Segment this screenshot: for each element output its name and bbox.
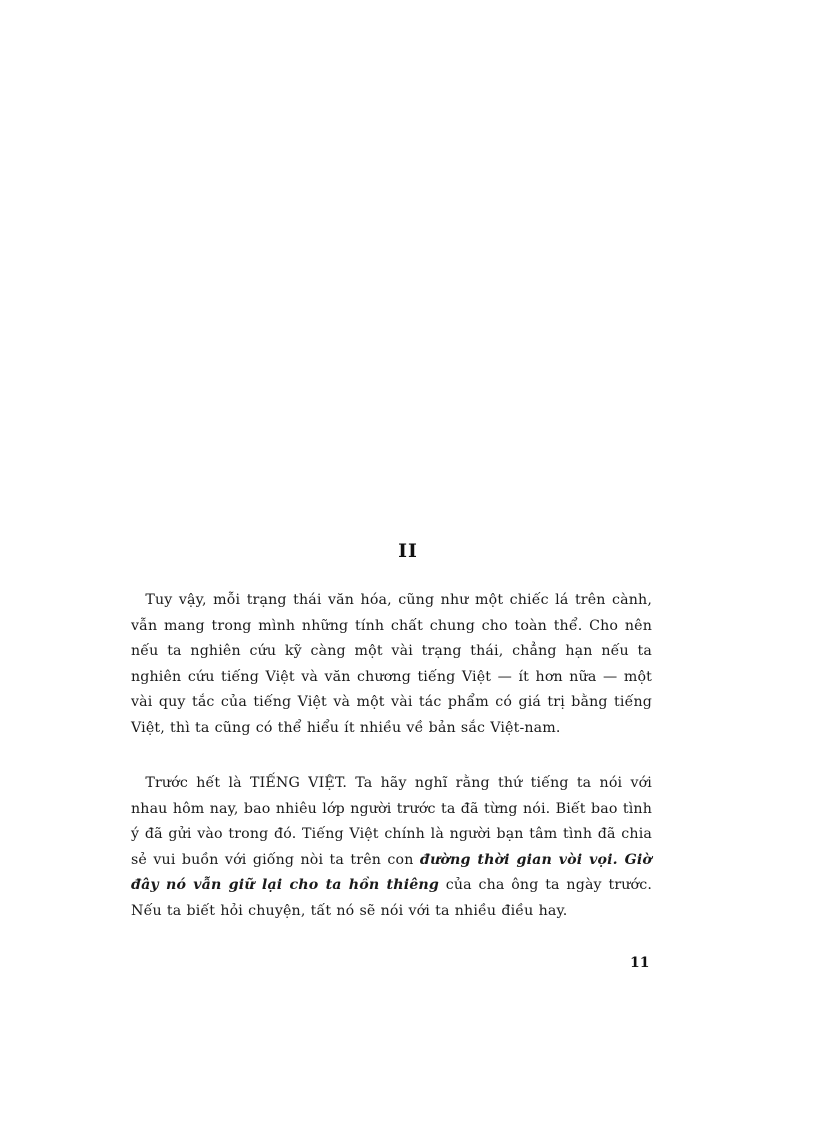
paragraph-1	[131, 588, 652, 741]
paragraph-2-intro: Trước hết là TIẾNG VIỆT. Ta hãy nghĩ rằng thứ tiếng ta nói với nhau hôm nay, bao nhiêu lớp người trước ta đã từng nói. Biết bao tình ý đã gửi vào trong đó. Tiếng Việt chính là người bạn tâm tình đã chia sẻ vui buồn với giống nòi ta trên con	[131, 775, 652, 868]
paragraph-2	[131, 771, 652, 924]
paragraph-1-text: Tuy vậy, mỗi trạng thái văn hóa, cũng như một chiếc lá trên cành, vẫn mang trong mình những tính chất chung cho toàn thể. Cho nên nếu ta nghiên cứu kỹ càng một vài trạng thái, chẳng hạn nếu ta nghiên cứu tiếng Việt và văn chương tiếng Việt — ít hơn nữa — một vài quy tắc của tiếng Việt và một vài tác phẩm có giá trị bằng tiếng Việt, thì ta cũng có thể hiểu ít nhiều về bản sắc Việt-nam.	[131, 592, 652, 736]
paragraph-2-emphasis: đường thời gian vòi vọi. Giờ đây nó vẫn giữ lại cho ta hồn thiêng	[131, 851, 652, 893]
section-heading: II	[398, 540, 418, 562]
paragraph-2-outro: của cha ông ta ngày trước. Nếu ta biết hỏi chuyện, tất nó sẽ nói với ta nhiều điều hay.	[131, 877, 652, 919]
page-number: 11	[630, 955, 650, 971]
